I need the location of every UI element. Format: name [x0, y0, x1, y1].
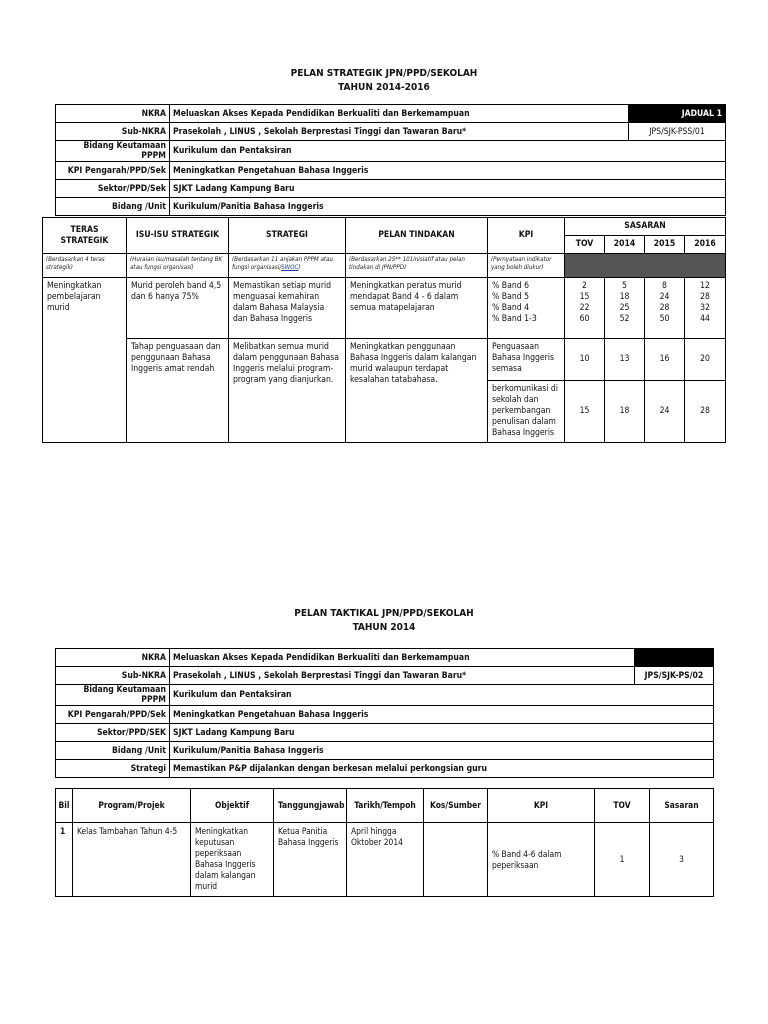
t-black-block [635, 649, 714, 667]
row1-teras: Meningkatkan pembelajaran murid [43, 278, 127, 443]
col-sasaran: Sasaran [650, 789, 714, 823]
row2a-2015: 16 [645, 339, 685, 381]
nkra-label: NKRA [56, 105, 170, 123]
col-kpi: KPI [488, 218, 565, 254]
kpi-label: KPI Pengarah/PPD/Sek [56, 162, 170, 180]
t-header-row-strategi [56, 760, 714, 778]
kpi-line: % Band 4 [492, 303, 530, 313]
col-kos: Kos/Sumber [424, 789, 488, 823]
row-kos [424, 823, 488, 897]
note-teras: (Berdasarkan 4 teras strategik) [43, 254, 127, 278]
t-subnkra-value: Prasekolah , LINUS , Sekolah Berprestasi Tinggi dan Tawaran Baru* [170, 667, 635, 685]
kpi-value: Meningkatkan Pengetahuan Bahasa Inggeris [170, 162, 726, 180]
row-objektif: Meningkatkan keputusan peperiksaan Bahasa Inggeris dalam kalangan murid [191, 823, 274, 897]
sektor-label: Sektor/PPD/Sek [56, 180, 170, 198]
t-strategi-value: Memastikan P&P dijalankan dengan berkesan melalui perkongsian guru [170, 760, 714, 778]
kpi-line: % Band 6 [492, 281, 530, 291]
row1-2016: 12 28 32 44 [685, 278, 726, 339]
row1-strategi: Memastikan setiap murid menguasai kemahiran dalam Bahasa Malaysia dan Bahasa Inggeris [229, 278, 346, 339]
notes-row [43, 254, 726, 278]
kpi-line: % Band 1-3 [492, 314, 537, 324]
row2-kpi-b: berkomunikasi di sekolah dan perkembangan penulisan dalam Bahasa Inggeris [488, 381, 565, 443]
row-tanggungjawab: Ketua Panitia Bahasa Inggeris [274, 823, 347, 897]
strategic-header-table [55, 104, 726, 216]
strategic-plan-year: TAHUN 2014-2016 [338, 82, 430, 93]
t-subnkra-label: Sub-NKRA [56, 667, 170, 685]
note-isu: (Huraian isu/masalah tentang BK atau fungsi organisasi) [127, 254, 229, 278]
header-row-bidang [56, 141, 726, 162]
col-pelan: PELAN TINDAKAN [346, 218, 488, 254]
row2b-2014: 18 [605, 381, 645, 443]
t-bidang-label: Bidang Keutamaan PPPM [56, 685, 170, 706]
tactical-plan-title: PELAN TAKTIKAL JPN/PPD/SEKOLAH [294, 608, 474, 619]
subnkra-value: Prasekolah , LINUS , Sekolah Berprestasi Tinggi dan Tawaran Baru* [170, 123, 629, 141]
t-header-row-sektor [56, 724, 714, 742]
t-kpi-value: Meningkatkan Pengetahuan Bahasa Inggeris [170, 706, 714, 724]
header-row-subnkra [56, 123, 726, 141]
kpi-line: % Band 5 [492, 292, 530, 302]
row2-strategi: Melibatkan semua murid dalam penggunaan Bahasa Inggeris melalui program-program yang dianjurkan. [229, 339, 346, 443]
col-tarikh: Tarikh/Tempoh [347, 789, 424, 823]
header-row-unit [56, 198, 726, 216]
row2-isu: Tahap penguasaan dan penggunaan Bahasa Inggeris amat rendah [127, 339, 229, 443]
row2a-2016: 20 [685, 339, 726, 381]
bidang-label: Bidang Keutamaan PPPM [56, 141, 170, 162]
col-tov: TOV [595, 789, 650, 823]
row2b-2016: 28 [685, 381, 726, 443]
column-header-row [43, 218, 726, 236]
t-nkra-value: Meluaskan Akses Kepada Pendidikan Berkualiti dan Berkemampuan [170, 649, 635, 667]
row-bil: 1 [56, 823, 73, 897]
col-isu: ISU-ISU STRATEGIK [127, 218, 229, 254]
table-row [56, 823, 714, 897]
col-tanggungjawab: Tanggungjawab [274, 789, 347, 823]
t-header-row-unit [56, 742, 714, 760]
bidang-value: Kurikulum dan Pentaksiran [170, 141, 726, 162]
t-strategi-label: Strategi [56, 760, 170, 778]
col-objektif: Objektif [191, 789, 274, 823]
col-bil: Bil [56, 789, 73, 823]
header-row-kpi [56, 162, 726, 180]
row-tarikh: April hingga Oktober 2014 [347, 823, 424, 897]
row2-pelan: Meningkatkan penggunaan Bahasa Inggeris dalam kalangan murid walaupun terdapat kesalahan tatabahasa. [346, 339, 488, 443]
header-row-nkra [56, 105, 726, 123]
header-row-sektor [56, 180, 726, 198]
notes-gray-block [565, 254, 726, 278]
sektor-value: SJKT Ladang Kampung Baru [170, 180, 726, 198]
row1-kpi [488, 278, 565, 339]
row1-2015: 8 24 28 50 [645, 278, 685, 339]
strategic-main-table [42, 217, 726, 443]
t-header-row-nkra [56, 649, 714, 667]
subnkra-label: Sub-NKRA [56, 123, 170, 141]
row2-kpi-a: Penguasaan Bahasa Inggeris semasa [488, 339, 565, 381]
t-unit-value: Kurikulum/Panitia Bahasa Inggeris [170, 742, 714, 760]
plan-row-1 [43, 278, 726, 339]
col-teras: TERAS STRATEGIK [43, 218, 127, 254]
jadual-badge: JADUAL 1 [629, 105, 726, 123]
col-2014: 2014 [605, 236, 645, 254]
row1-pelan: Meningkatkan peratus murid mendapat Band 4 - 6 dalam semua matapelajaran [346, 278, 488, 339]
col-program: Program/Projek [73, 789, 191, 823]
program-header-row [56, 789, 714, 823]
row-sasaran: 3 [650, 823, 714, 897]
note-pelan: (Berdasarkan 25** 101inisiatif atau pelan tindakan di JPN/PPD) [346, 254, 488, 278]
t-sektor-label: Sektor/PPD/SEK [56, 724, 170, 742]
note-strategi: (Berdasarkan 11 anjakan PPPM atau fungsi organisasi/SWOC) [229, 254, 346, 278]
t-unit-label: Bidang /Unit [56, 742, 170, 760]
tactical-program-table [55, 788, 714, 897]
strategic-plan-title: PELAN STRATEGIK JPN/PPD/SEKOLAH [290, 68, 478, 79]
col-2016: 2016 [685, 236, 726, 254]
t-document-code: JPS/SJK-PS/02 [635, 667, 714, 685]
col-strategi: STRATEGI [229, 218, 346, 254]
row1-2014: 5 18 25 52 [605, 278, 645, 339]
row1-tov: 2 15 22 60 [565, 278, 605, 339]
t-nkra-label: NKRA [56, 649, 170, 667]
unit-label: Bidang /Unit [56, 198, 170, 216]
t-header-row-bidang [56, 685, 714, 706]
nkra-value: Meluaskan Akses Kepada Pendidikan Berkualiti dan Berkemampuan [170, 105, 629, 123]
unit-value: Kurikulum/Panitia Bahasa Inggeris [170, 198, 726, 216]
document-code: JPS/SJK-PSS/01 [629, 123, 726, 141]
t-header-row-kpi [56, 706, 714, 724]
t-bidang-value: Kurikulum dan Pentaksiran [170, 685, 714, 706]
row-program: Kelas Tambahan Tahun 4-5 [73, 823, 191, 897]
t-header-row-subnkra [56, 667, 714, 685]
plan-row-2a [43, 339, 726, 381]
col-sasaran: SASARAN [565, 218, 726, 236]
t-kpi-label: KPI Pengarah/PPD/Sek [56, 706, 170, 724]
row1-isu: Murid peroleh band 4,5 dan 6 hanya 75% [127, 278, 229, 339]
swoc-link[interactable]: SWOC [281, 264, 299, 271]
row-kpi: % Band 4-6 dalam peperiksaan [488, 823, 595, 897]
row2b-2015: 24 [645, 381, 685, 443]
col-tov: TOV [565, 236, 605, 254]
row2a-2014: 13 [605, 339, 645, 381]
col-kpi: KPI [488, 789, 595, 823]
note-kpi: (Pernyataan indikator yang boleh diukur) [488, 254, 565, 278]
row2b-tov: 15 [565, 381, 605, 443]
t-sektor-value: SJKT Ladang Kampung Baru [170, 724, 714, 742]
tactical-plan-year: TAHUN 2014 [352, 622, 416, 633]
row-tov: 1 [595, 823, 650, 897]
tactical-header-table [55, 648, 714, 778]
row2a-tov: 10 [565, 339, 605, 381]
col-2015: 2015 [645, 236, 685, 254]
